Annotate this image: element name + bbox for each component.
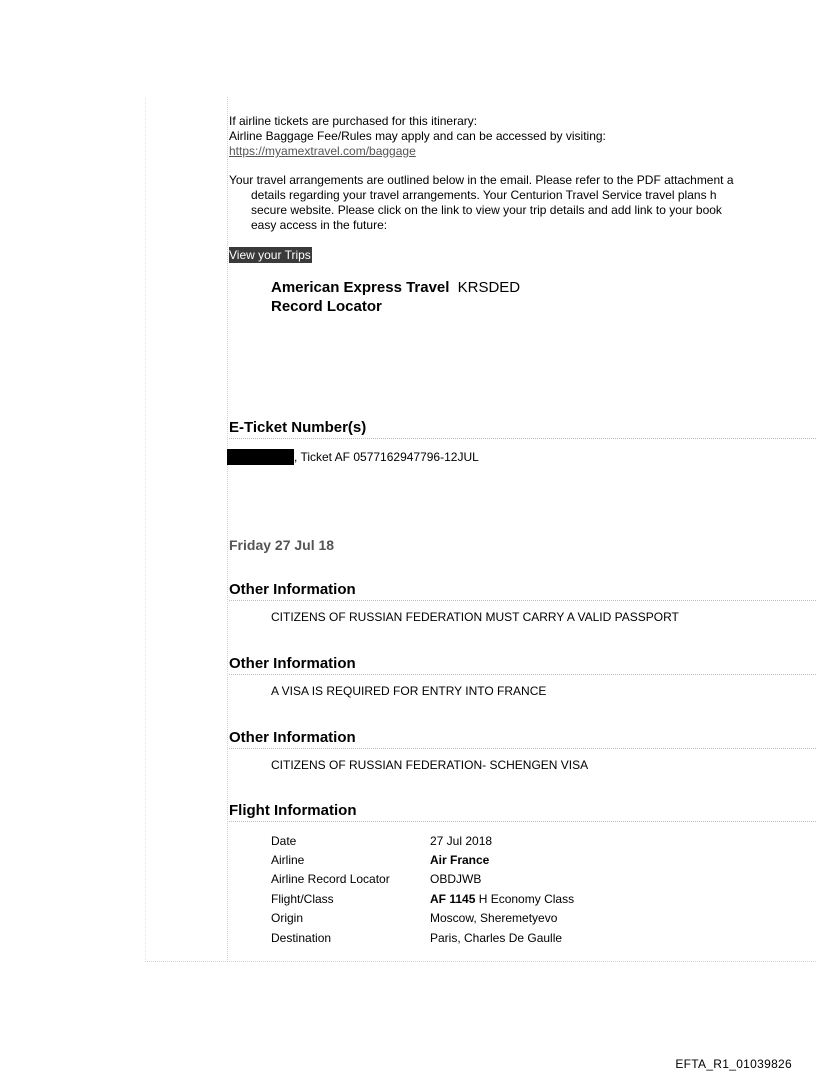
table-row — [271, 889, 574, 908]
record-locator-label-1: American Express Travel — [271, 279, 450, 296]
arrangements-line-2: details regarding your travel arrangements. Your Centurion Travel Service travel plans h — [251, 188, 717, 202]
flight-label-flight-class: Flight/Class — [271, 891, 334, 906]
view-trips-button[interactable]: View your Trips — [229, 248, 311, 262]
frame-outer-rule — [145, 97, 146, 960]
flight-label-origin: Origin — [271, 911, 304, 926]
flight-label-date: Date — [271, 833, 297, 848]
arrangements-line-1: Your travel arrangements are outlined below in the email. Please refer to the PDF attachment a — [229, 173, 734, 187]
flight-value-date-text: 27 Jul 2018 — [430, 833, 493, 848]
flight-value-flight-class-bold: AF 1145 — [430, 891, 476, 906]
flight-value-origin-text: Moscow, Sheremetyevo — [430, 911, 558, 926]
flight-info-heading: Flight Information — [229, 802, 816, 822]
flight-label-destination: Destination — [271, 930, 332, 945]
table-row — [271, 928, 574, 947]
frame-left-rule — [227, 97, 228, 960]
record-locator-block — [229, 278, 816, 316]
table-row — [271, 909, 574, 928]
flight-label-record-locator: Airline Record Locator — [271, 872, 390, 887]
table-row — [271, 831, 574, 850]
flight-value-destination — [430, 928, 574, 947]
flight-value-record-locator-text: OBDJWB — [430, 872, 482, 887]
baggage-link[interactable]: https://myamextravel.com/baggage — [229, 144, 416, 158]
other-info-text-3: CITIZENS OF RUSSIAN FEDERATION- SCHENGEN VISA — [271, 758, 589, 772]
intro-line-1: If airline tickets are purchased for this itinerary: — [229, 114, 478, 128]
other-info-heading-2: Other Information — [229, 655, 816, 675]
flight-value-record-locator — [430, 870, 574, 889]
record-locator-code: KRSDED — [457, 279, 521, 296]
table-row — [271, 870, 574, 889]
other-info-heading-1: Other Information — [229, 581, 816, 601]
arrangements-line-3: secure website. Please click on the link to view your trip details and add link to your book — [251, 203, 722, 217]
arrangements-paragraph — [229, 173, 816, 233]
trip-date-heading: Friday 27 Jul 18 — [229, 537, 335, 553]
document-id: EFTA_R1_01039826 — [675, 1057, 792, 1071]
other-info-text-2: A VISA IS REQUIRED FOR ENTRY INTO FRANCE — [271, 684, 547, 698]
flight-value-date — [430, 831, 574, 850]
flight-value-flight-class — [430, 889, 574, 908]
flight-value-flight-class-text: H Economy Class — [475, 891, 575, 906]
flight-label-airline: Airline — [271, 853, 305, 868]
table-row — [271, 850, 574, 869]
flight-value-destination-text: Paris, Charles De Gaulle — [430, 930, 563, 945]
record-locator-label-2: Record Locator — [271, 298, 382, 315]
intro-section — [229, 114, 816, 316]
other-info-text-1: CITIZENS OF RUSSIAN FEDERATION MUST CARRY A VALID PASSPORT — [271, 610, 679, 624]
arrangements-line-4: easy access in the future: — [251, 218, 388, 232]
flight-details-table — [271, 831, 574, 947]
other-info-heading-3: Other Information — [229, 729, 816, 749]
flight-value-origin — [430, 909, 574, 928]
eticket-number: , Ticket AF 0577162947796-12JUL — [294, 450, 479, 464]
eticket-heading: E-Ticket Number(s) — [229, 419, 816, 439]
flight-value-airline-bold: Air France — [430, 853, 490, 868]
flight-value-airline — [430, 850, 574, 869]
redaction-box — [227, 449, 294, 465]
intro-line-2: Airline Baggage Fee/Rules may apply and can be accessed by visiting: — [229, 129, 606, 143]
